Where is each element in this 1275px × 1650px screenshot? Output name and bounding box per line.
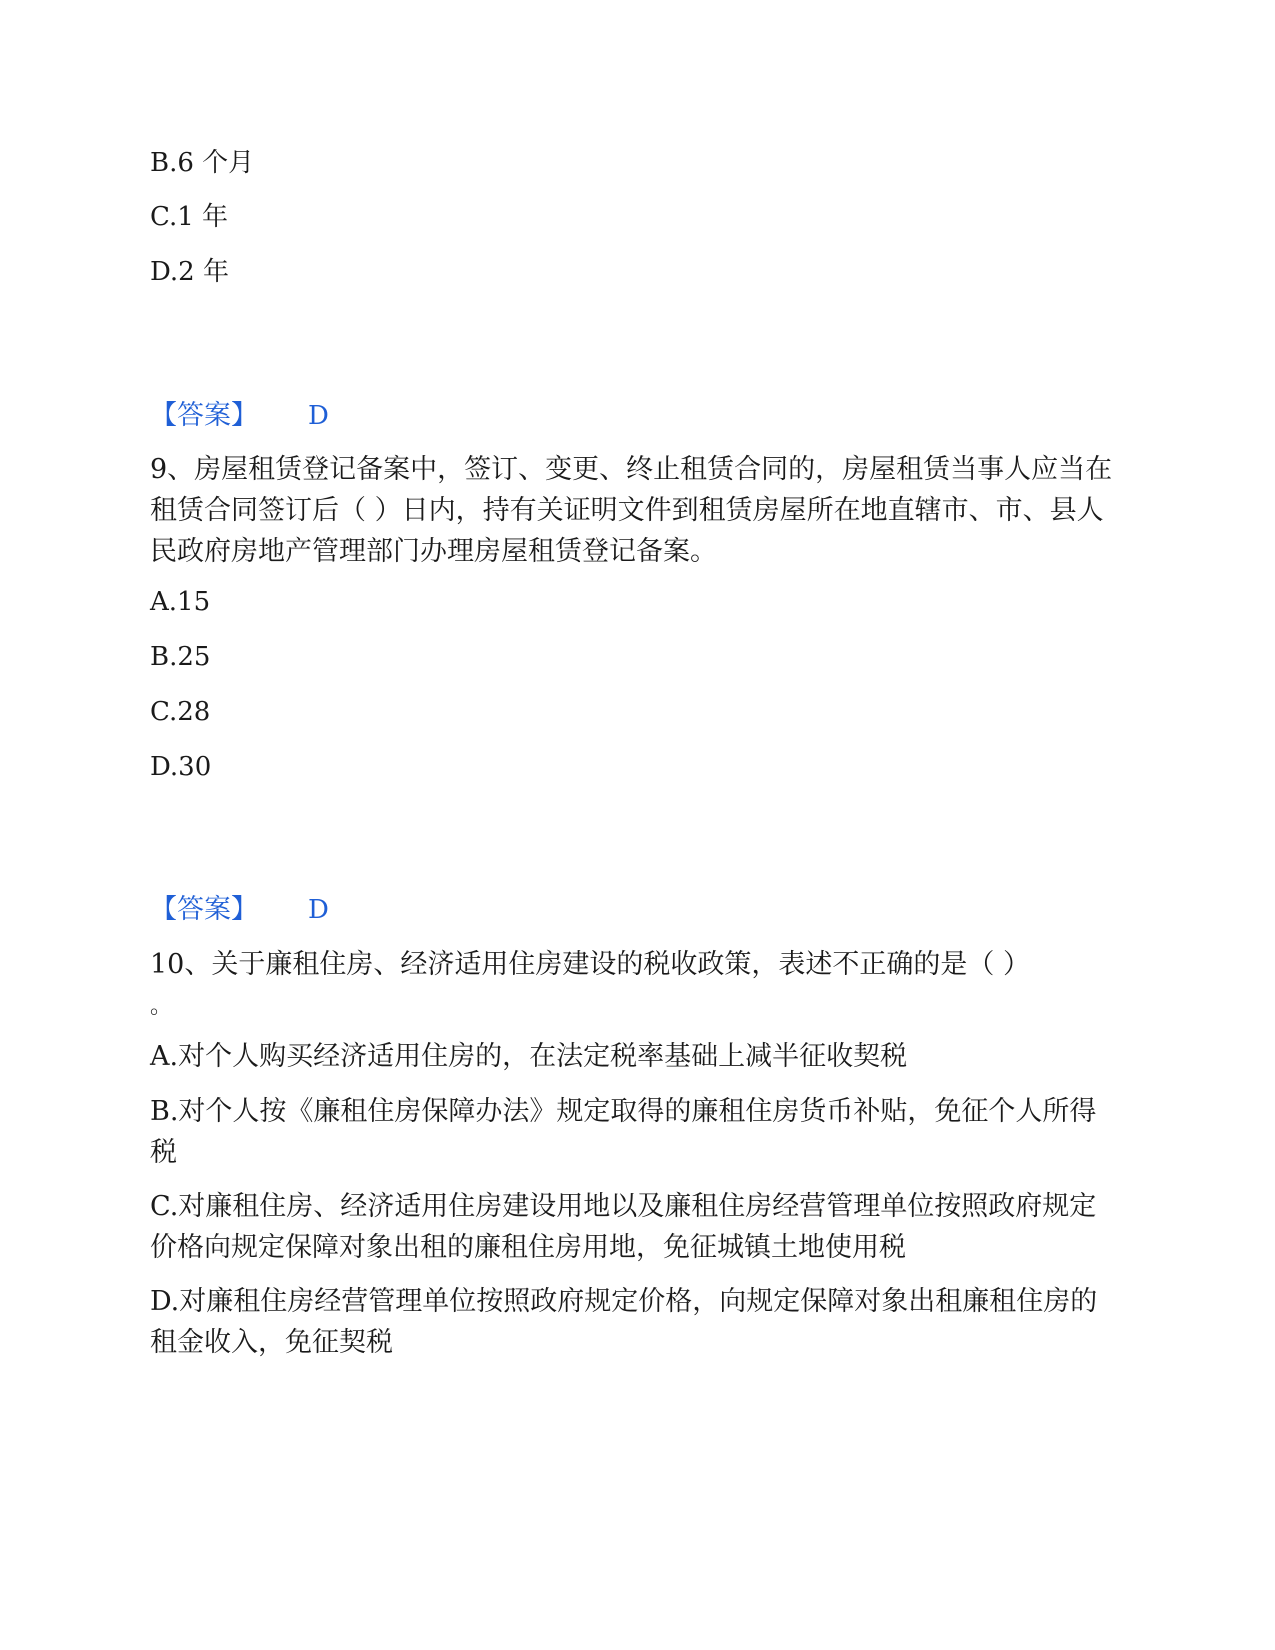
- q8-option-d: D.2 年: [150, 257, 229, 287]
- q10-option-b: B.对个人按《廉租住房保障办法》规定取得的廉租住房货币补贴，免征个人所得税: [150, 1096, 1097, 1168]
- q9-answer-value: D: [308, 895, 329, 925]
- q8-option-b: B.6 个月: [150, 148, 255, 178]
- q8-answer-label: 【答案】: [150, 400, 258, 431]
- q8-answer-value: D: [308, 401, 329, 431]
- q9-option-c: C.28: [150, 697, 211, 727]
- q9-option-d: D.30: [150, 752, 212, 782]
- q10-question-tail: 。: [150, 994, 173, 1019]
- q9-answer: [150, 890, 329, 930]
- q10-option-c: C.对廉租住房、经济适用住房建设用地以及廉租住房经营管理单位按照政府规定价格向规定保障对象出租的廉租住房用地，免征城镇土地使用税: [150, 1191, 1097, 1263]
- q10-option-d: D.对廉租住房经营管理单位按照政府规定价格，向规定保障对象出租廉租住房的租金收入，免征契税: [150, 1286, 1098, 1358]
- q9-answer-label: 【答案】: [150, 894, 258, 925]
- q10-question: 10、关于廉租住房、经济适用住房建设的税收政策，表述不正确的是（ ）: [150, 949, 1030, 980]
- q9-question: 9、房屋租赁登记备案中，签订、变更、终止租赁合同的，房屋租赁当事人应当在租赁合同签订后（ ）日内，持有关证明文件到租赁房屋所在地直辖市、市、县人民政府房地产管理部门办理房屋租赁登记备案。: [150, 454, 1113, 567]
- q9-option-b: B.25: [150, 642, 211, 672]
- q8-option-c: C.1 年: [150, 202, 229, 232]
- q9-option-a: A.15: [150, 587, 211, 617]
- q8-answer: [150, 396, 329, 436]
- q10-option-a: A.对个人购买经济适用住房的，在法定税率基础上减半征收契税: [150, 1041, 908, 1072]
